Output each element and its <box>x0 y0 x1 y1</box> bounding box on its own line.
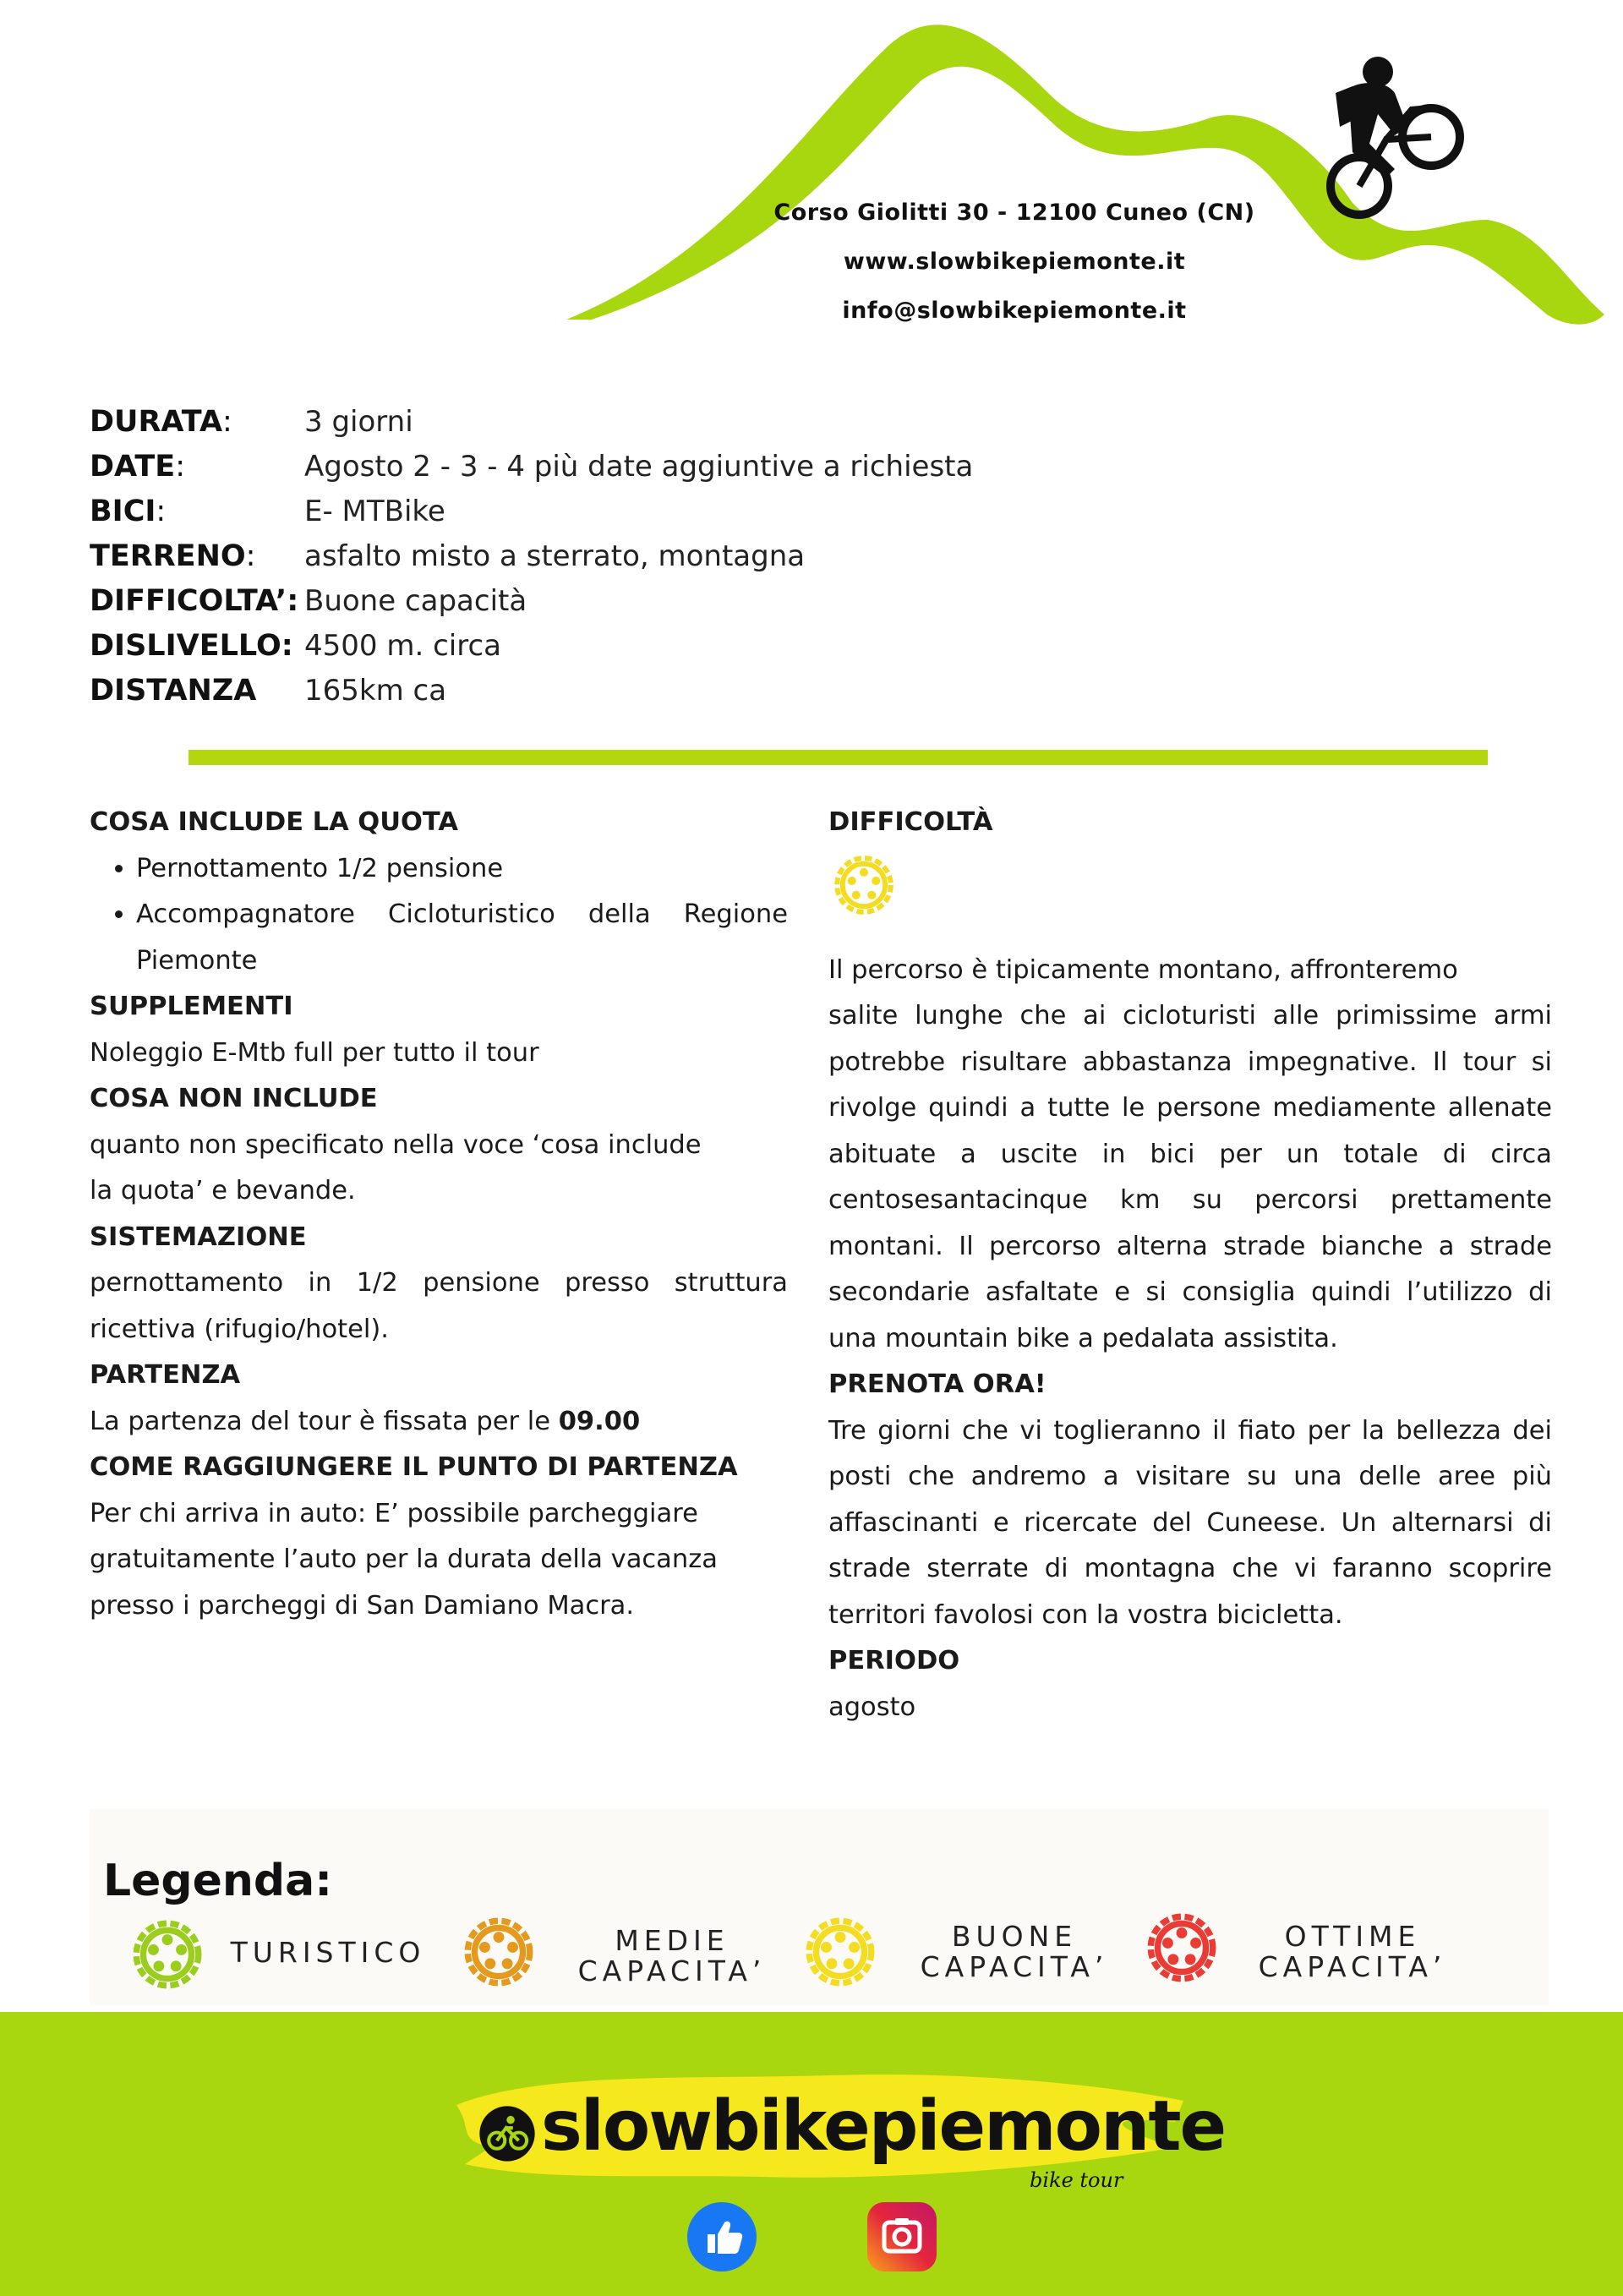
supplementi-text: Noleggio E-Mtb full per tutto il tour <box>90 1037 539 1068</box>
instagram-icon <box>867 2202 937 2271</box>
supplementi-heading: SUPPLEMENTI <box>90 992 293 1021</box>
spec-label: DATE <box>90 449 176 484</box>
raggiungere-heading: COME RAGGIUNGERE IL PUNTO DI PARTENZA <box>90 1452 738 1482</box>
right-column <box>828 800 1552 1730</box>
spec-label: DISLIVELLO: <box>90 628 293 663</box>
gear-red-icon <box>1143 1909 1221 1987</box>
legend-label-buone: BUONE CAPACITA’ <box>920 1920 1109 1983</box>
include-list <box>90 846 788 985</box>
spec-value: 4500 m. circa <box>304 628 501 663</box>
tour-specs <box>90 399 973 713</box>
list-item: • Accompagnatore Cicloturistico della Regione Piemonte <box>136 892 788 984</box>
non-include-heading: COSA NON INCLUDE <box>90 1084 378 1113</box>
spec-row-distanza <box>90 668 973 713</box>
footer-band <box>0 2012 1623 2296</box>
legend-label-medie: MEDIE CAPACITA’ <box>577 1924 767 1987</box>
mountain-shape <box>566 25 1604 324</box>
spec-value: Agosto 2 - 3 - 4 più date aggiuntive a richiesta <box>304 449 974 484</box>
spec-value: E- MTBike <box>304 494 445 528</box>
spec-label: DIFFICOLTA’: <box>90 583 299 618</box>
legend-title: Legenda: <box>103 1856 333 1906</box>
spec-row-dislivello <box>90 623 973 668</box>
facebook-like-button[interactable] <box>687 2202 757 2271</box>
logo-text: slowbikepiemonte <box>541 2086 1226 2167</box>
prenota-text: Tre giorni che vi toglieranno il fiato per la bellezza dei posti che andremo a visitare su una delle aree più affascinanti e ricercate del Cuneese. Un alternarsi di strade sterrate di montagna che vi faranno scoprire territori favolosi con la vostra bicicletta. <box>828 1415 1552 1630</box>
gear-yellow-icon <box>801 1913 879 1991</box>
partenza-heading: PARTENZA <box>90 1360 241 1390</box>
spec-row-difficolta <box>90 578 973 623</box>
spec-label: BICI <box>90 494 156 528</box>
website-link[interactable]: www.slowbikepiemonte.it <box>843 249 1186 275</box>
difficolta-gear-icon <box>828 846 1552 943</box>
spec-row-bici: BICI: E- MTBike <box>90 494 445 528</box>
legend-label-ottime: OTTIME CAPACITA’ <box>1258 1920 1447 1983</box>
spec-value: 3 giorni <box>304 404 413 439</box>
prenota-heading: PRENOTA ORA! <box>828 1369 1046 1399</box>
address-text: Corso Giolitti 30 - 12100 Cuneo (CN) <box>773 200 1255 226</box>
difficolta-heading: DIFFICOLTÀ <box>828 807 993 837</box>
periodo-heading: PERIODO <box>828 1646 960 1676</box>
gear-orange-icon <box>460 1913 538 1991</box>
difficolta-first-line: Il percorso è tipicamente montano, affronteremo <box>828 954 1458 985</box>
sistemazione-heading: SISTEMAZIONE <box>90 1222 307 1252</box>
non-include-text: quanto non specificato nella voce ‘cosa include la quota’ e bevande. <box>90 1129 702 1205</box>
spec-label: DURATA <box>90 404 223 439</box>
cyclist-icon <box>1331 57 1460 215</box>
instagram-button[interactable] <box>867 2202 937 2271</box>
partenza-text: La partenza del tour è fissata per le 09.00 <box>90 1406 641 1436</box>
gear-yellow-icon <box>828 850 899 921</box>
list-item: • Pernottamento 1/2 pensione <box>136 846 788 893</box>
spec-label: TERRENO <box>90 538 246 573</box>
logo-subtitle: bike tour <box>1030 2168 1123 2192</box>
left-column <box>90 800 788 1629</box>
spec-value: asfalto misto a sterrato, montagna <box>304 538 806 573</box>
spec-row-durata: DURATA: 3 giorni <box>90 404 413 439</box>
spec-label: DISTANZA <box>90 673 257 708</box>
include-heading: COSA INCLUDE LA QUOTA <box>90 807 458 837</box>
spec-row-date: DATE: Agosto 2 - 3 - 4 più date aggiuntive a richiesta <box>90 449 974 484</box>
spec-row-terreno: TERRENO: asfalto misto a sterrato, montagna <box>90 538 806 573</box>
difficolta-text: salite lunghe che ai cicloturisti alle primissime armi potrebbe risultare abbastanza impegnative. Il tour si rivolge quindi a tutte le persone mediamente allenate abituate a uscite in bici per un totale di circa centosesantacinque km su percorsi prettamente montani. Il percorso alterna strade bianche a strade secondarie asfaltate e si consiglia quindi l’utilizzo di una mountain bike a pedalata assistita. <box>828 1001 1552 1353</box>
facebook-like-icon <box>687 2202 757 2271</box>
gear-green-icon <box>128 1916 206 1993</box>
partenza-time: 09.00 <box>558 1406 641 1436</box>
green-divider <box>189 750 1488 765</box>
spec-value: Buone capacità <box>304 583 527 618</box>
email-link[interactable]: info@slowbikepiemonte.it <box>842 298 1187 324</box>
sistemazione-text: pernottamento in 1/2 pensione presso struttura ricettiva (rifugio/hotel). <box>90 1268 788 1344</box>
legend-label-turistico: TURISTICO <box>230 1936 426 1969</box>
logo-bike-icon <box>478 2105 536 2162</box>
spec-value: 165km ca <box>304 673 447 708</box>
periodo-text: agosto <box>828 1692 916 1722</box>
raggiungere-text: Per chi arriva in auto: E’ possibile parcheggiare gratuitamente l’auto per la durata della vacanza presso i parcheggi di San Damiano Macra. <box>90 1498 718 1621</box>
